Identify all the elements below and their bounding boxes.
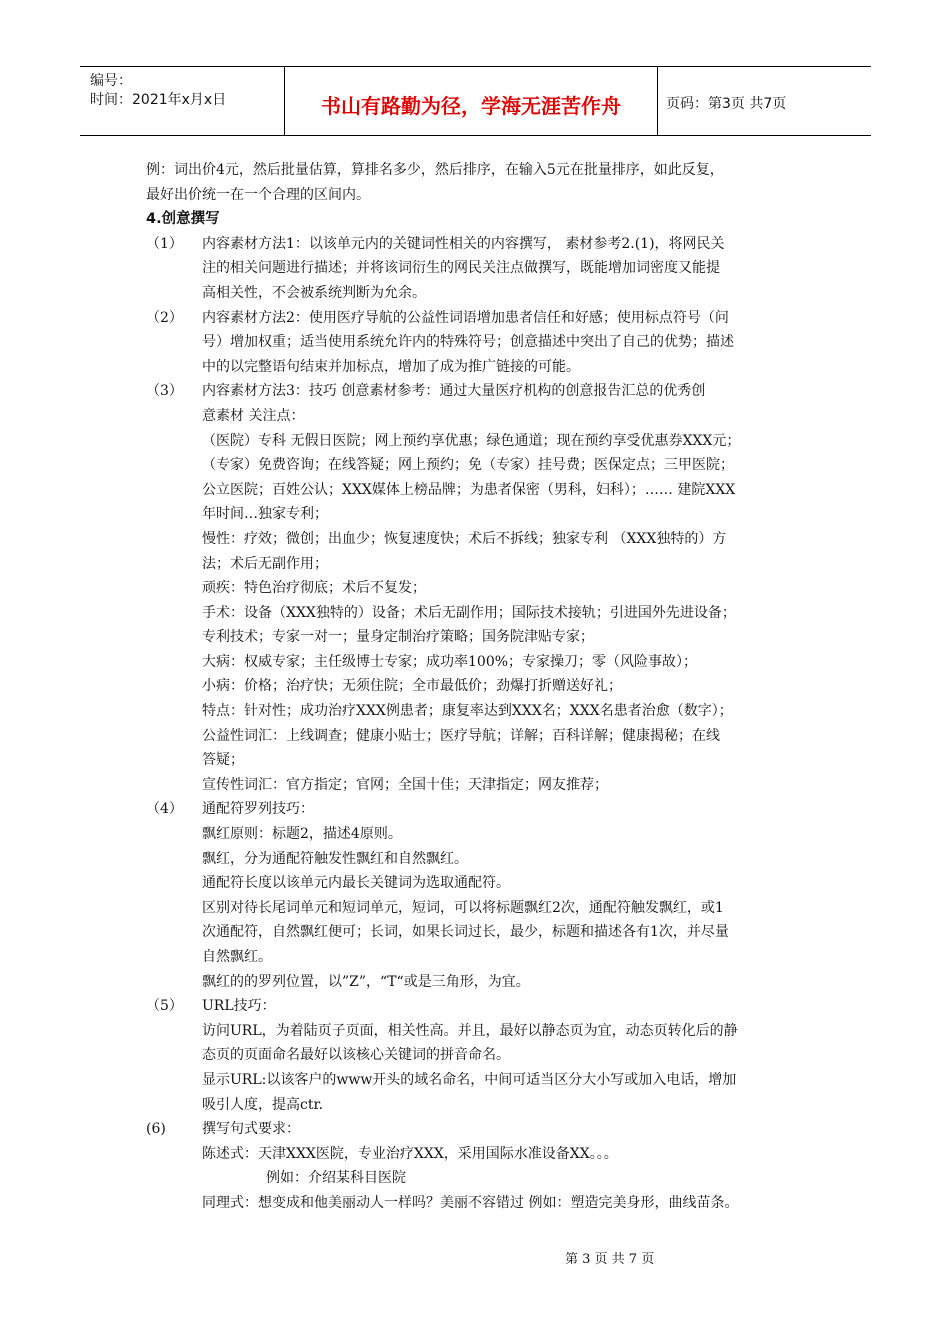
header-meta	[80, 67, 285, 135]
material-line: 特点：针对性；成功治疗XXX例患者；康复率达到XXX名；XXX名患者治愈（数字）；	[202, 703, 733, 720]
material-line: 专利技术；专家一对一；量身定制治疗策略；国务院津贴专家；	[202, 629, 594, 646]
list-item	[146, 306, 826, 380]
paragraph-line: 访问URL，为着陆页子页面，相关性高。并且，最好以静态页为宜，动态页转化后的静	[202, 1022, 738, 1039]
material-line: 法；术后无副作用；	[202, 555, 328, 572]
intro-line: 最好出价统一在一个合理的区间内。	[146, 186, 370, 203]
list-item	[146, 994, 826, 1117]
paragraph-line: 通配符长度以该单元内最长关键词为选取通配符。	[202, 875, 510, 892]
item-number: （4）	[146, 801, 183, 818]
page-footer: 第 3 页 共 7 页	[565, 1252, 655, 1267]
paragraph-line: 态页的页面命名最好以该核心关键词的拼音命名。	[202, 1047, 510, 1064]
paragraph-line: 飘红的的罗列位置，以”Z”，“T“或是三角形，为宜。	[202, 973, 530, 990]
paragraph-line: 内容素材方法2：使用医疗导航的公益性词语增加患者信任和好感；使用标点符号（问	[202, 309, 729, 326]
paragraph-line: URL技巧：	[202, 998, 276, 1015]
item-number: (6)	[146, 1121, 166, 1138]
paragraph-line: 区别对待长尾词单元和短词单元，短词，可以将标题飘红2次，通配符触发飘红，或1	[202, 899, 724, 916]
header-page-number: 页码：第3页 共7页	[666, 96, 787, 112]
header-motto: 书山有路勤为径，学海无涯苦作舟	[285, 67, 658, 135]
material-line: 顽疾：特色治疗彻底；术后不复发；	[202, 580, 426, 597]
paragraph-line: 吸引人度，提高ctr.	[202, 1096, 324, 1113]
list-item	[146, 379, 826, 797]
paragraph-line: 高相关性，不会被系统判断为允余。	[202, 284, 426, 301]
document-date: 时间：2021年x月x日	[90, 92, 227, 108]
material-line: 公益性词汇：上线调查；健康小贴士；医疗导航；详解；百科详解；健康揭秘；在线	[202, 727, 720, 744]
material-line: 手术：设备（XXX独特的）设备；术后无副作用；国际技术接轨；引进国外先进设备；	[202, 604, 736, 621]
material-line: （专家）免费咨询；在线答疑；网上预约；免（专家）挂号费；医保定点；三甲医院；	[202, 457, 734, 474]
material-line: 宣传性词汇：官方指定；官网；全国十佳；天津指定；网友推荐；	[202, 776, 608, 793]
material-line: （医院）专科 无假日医院；网上预约享优惠；绿色通道；现在预约享受优惠券XXX元；	[202, 432, 741, 449]
paragraph-line: 注的相关问题进行描述；并将该词衍生的网民关注点做撰写，既能增加词密度又能提	[202, 260, 720, 277]
material-line: 慢性：疗效；微创；出血少；恢复速度快；术后不拆线；独家专利 （XXX独特的）方	[202, 530, 727, 547]
material-line: 答疑；	[202, 752, 244, 769]
list-item	[146, 232, 826, 306]
material-line: 小病：价格；治疗快；无须住院；全市最低价；劲爆打折赠送好礼；	[202, 678, 622, 695]
material-line: 大病：权威专家；主任级博士专家；成功率100%；专家操刀；零（风险事故）；	[202, 653, 698, 670]
paragraph-line: 自然飘红。	[202, 949, 272, 965]
paragraph-line: 飘红原则：标题2，描述4原则。	[202, 826, 402, 843]
document-number: 编号：	[90, 73, 132, 89]
paragraph-line: 通配符罗列技巧：	[202, 801, 314, 818]
paragraph-line: 飘红，分为通配符触发性飘红和自然飘红。	[202, 850, 468, 867]
list-item	[146, 797, 826, 994]
paragraph-line: 号）增加权重；适当使用系统允许内的特殊符号；创意描述中突出了自己的优势；描述	[202, 334, 734, 351]
intro-line: 例：词出价4元，然后批量估算，算排名多少，然后排序，在输入5元在批量排序，如此反复，	[146, 162, 724, 178]
paragraph-line: 意素材 关注点：	[202, 407, 305, 424]
material-line: 年时间…独家专利；	[202, 506, 328, 523]
item-number: （2）	[146, 309, 183, 326]
paragraph-line: 次通配符，自然飘红便可；长词，如果长词过长，最少，标题和描述各有1次，并尽量	[202, 924, 729, 941]
page-header	[80, 66, 871, 136]
example-line: 例如：介绍某科目医院	[266, 1170, 406, 1187]
paragraph-line: 陈述式：天津XXX医院，专业治疗XXX，采用国际水准设备XX。。。	[202, 1145, 618, 1162]
document-body	[146, 158, 826, 1216]
list-item	[146, 1117, 826, 1215]
paragraph-line: 撰写句式要求：	[202, 1121, 300, 1138]
paragraph-line: 中的以完整语句结束并加标点，增加了成为推广链接的可能。	[202, 358, 580, 375]
section-title: 4.创意撰写	[146, 211, 220, 228]
paragraph-line: 内容素材方法3：技巧 创意素材参考：通过大量医疗机构的创意报告汇总的优秀创	[202, 383, 706, 400]
item-number: （3）	[146, 383, 183, 400]
paragraph-line: 同理式：想变成和他美丽动人一样吗？美丽不容错过 例如：塑造完美身形，曲线苗条。	[202, 1194, 739, 1211]
material-line: 公立医院；百姓公认；XXX媒体上榜品牌；为患者保密（男科，妇科）；…… 建院XXX	[202, 481, 736, 498]
paragraph-line: 内容素材方法1：以该单元内的关键词性相关的内容撰写， 素材参考2.(1)，将网民关	[202, 235, 725, 252]
paragraph-line: 显示URL:以该客户的www开头的域名命名，中间可适当区分大小写或加入电话，增加	[202, 1071, 737, 1088]
item-number: （1）	[146, 235, 183, 252]
item-number: （5）	[146, 998, 183, 1015]
